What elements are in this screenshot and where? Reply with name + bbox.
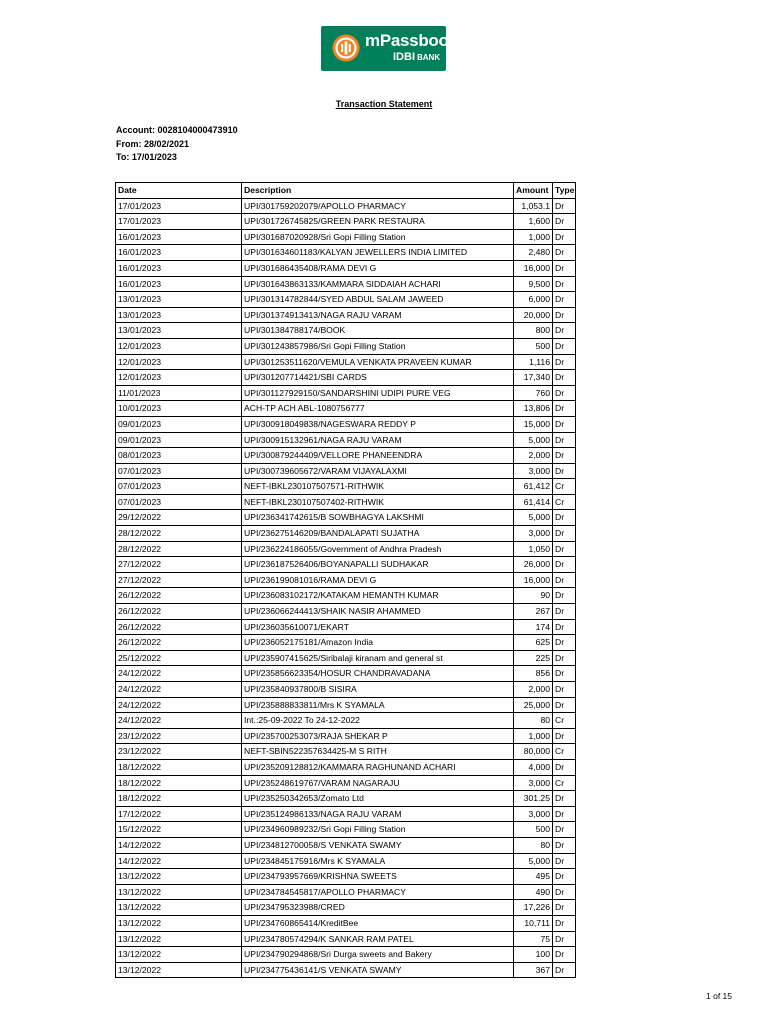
cell-date: 23/12/2022: [116, 728, 242, 744]
cell-type: Dr: [553, 728, 576, 744]
table-row: [116, 791, 576, 807]
table-row: [116, 245, 576, 261]
cell-amount: 1,600: [514, 214, 553, 230]
cell-amount: 225: [514, 650, 553, 666]
header-date: Date: [116, 183, 242, 199]
table-row: [116, 759, 576, 775]
cell-description: UPI/234784545817/APOLLO PHARMACY: [242, 884, 514, 900]
cell-date: 12/01/2023: [116, 338, 242, 354]
cell-description: UPI/236199081016/RAMA DEVI G: [242, 572, 514, 588]
cell-description: UPI/301686435408/RAMA DEVI G: [242, 260, 514, 276]
cell-date: 24/12/2022: [116, 682, 242, 698]
table-row: [116, 260, 576, 276]
cell-date: 24/12/2022: [116, 697, 242, 713]
cell-date: 18/12/2022: [116, 759, 242, 775]
cell-description: UPI/234760865414/KreditBee: [242, 915, 514, 931]
cell-description: UPI/235700253073/RAJA SHEKAR P: [242, 728, 514, 744]
table-row: [116, 775, 576, 791]
cell-type: Dr: [553, 276, 576, 292]
cell-amount: 10,711: [514, 915, 553, 931]
cell-description: UPI/236341742615/B SOWBHAGYA LAKSHMI: [242, 510, 514, 526]
table-row: [116, 697, 576, 713]
cell-amount: 3,000: [514, 806, 553, 822]
cell-amount: 301.25: [514, 791, 553, 807]
cell-description: UPI/236275146209/BANDALAPATI SUJATHA: [242, 526, 514, 542]
cell-type: Dr: [553, 214, 576, 230]
table-row: [116, 915, 576, 931]
cell-description: NEFT-SBIN522357634425-M S RITH: [242, 744, 514, 760]
to-date: To: 17/01/2023: [116, 152, 177, 162]
cell-date: 10/01/2023: [116, 401, 242, 417]
cell-description: UPI/301207714421/SBI CARDS: [242, 370, 514, 386]
cell-amount: 267: [514, 604, 553, 620]
cell-amount: 800: [514, 323, 553, 339]
cell-date: 24/12/2022: [116, 666, 242, 682]
cell-date: 13/01/2023: [116, 323, 242, 339]
cell-description: UPI/234812700058/S VENKATA SWAMY: [242, 837, 514, 853]
cell-date: 26/12/2022: [116, 588, 242, 604]
cell-amount: 17,340: [514, 370, 553, 386]
cell-amount: 5,000: [514, 510, 553, 526]
cell-type: Dr: [553, 650, 576, 666]
cell-type: Dr: [553, 572, 576, 588]
cell-type: Cr: [553, 494, 576, 510]
cell-type: Dr: [553, 588, 576, 604]
cell-amount: 1,116: [514, 354, 553, 370]
cell-date: 23/12/2022: [116, 744, 242, 760]
cell-type: Dr: [553, 666, 576, 682]
cell-amount: 3,000: [514, 463, 553, 479]
cell-description: UPI/301643863133/KAMMARA SIDDAIAH ACHARI: [242, 276, 514, 292]
cell-type: Dr: [553, 682, 576, 698]
cell-date: 13/12/2022: [116, 947, 242, 963]
cell-type: Dr: [553, 354, 576, 370]
cell-type: Dr: [553, 557, 576, 573]
cell-date: 18/12/2022: [116, 791, 242, 807]
cell-amount: 760: [514, 385, 553, 401]
table-row: [116, 198, 576, 214]
cell-date: 09/01/2023: [116, 432, 242, 448]
table-row: [116, 479, 576, 495]
cell-amount: 625: [514, 635, 553, 651]
cell-type: Cr: [553, 775, 576, 791]
mpassbook-logo: [321, 26, 458, 71]
cell-type: Dr: [553, 853, 576, 869]
cell-description: UPI/236035610071/EKART: [242, 619, 514, 635]
cell-date: 07/01/2023: [116, 479, 242, 495]
table-row: [116, 385, 576, 401]
page-number: 1 of 15: [706, 991, 732, 1001]
table-row: [116, 884, 576, 900]
cell-amount: 2,000: [514, 682, 553, 698]
cell-description: UPI/301127929150/SANDARSHINI UDIPI PURE VEG: [242, 385, 514, 401]
table-row: [116, 276, 576, 292]
table-row: [116, 416, 576, 432]
cell-amount: 15,000: [514, 416, 553, 432]
cell-date: 13/12/2022: [116, 900, 242, 916]
table-header-row: [116, 183, 576, 199]
header-type: Type: [553, 183, 576, 199]
cell-date: 16/01/2023: [116, 276, 242, 292]
cell-description: UPI/235124986133/NAGA RAJU VARAM: [242, 806, 514, 822]
cell-date: 27/12/2022: [116, 557, 242, 573]
cell-description: UPI/234780574294/K SANKAR RAM PATEL: [242, 931, 514, 947]
cell-type: Dr: [553, 604, 576, 620]
cell-type: Cr: [553, 479, 576, 495]
table-row: [116, 604, 576, 620]
cell-amount: 4,000: [514, 759, 553, 775]
cell-description: ACH-TP ACH ABL-1080756777: [242, 401, 514, 417]
cell-description: UPI/235907415625/Siribalaji kiranam and general st: [242, 650, 514, 666]
statement-title: Transaction Statement: [335, 99, 433, 109]
cell-amount: 61,412: [514, 479, 553, 495]
cell-description: UPI/234845175916/Mrs K SYAMALA: [242, 853, 514, 869]
cell-description: UPI/234793957669/KRISHNA SWEETS: [242, 869, 514, 885]
cell-date: 29/12/2022: [116, 510, 242, 526]
table-row: [116, 557, 576, 573]
cell-date: 16/01/2023: [116, 229, 242, 245]
cell-date: 27/12/2022: [116, 572, 242, 588]
cell-type: Dr: [553, 260, 576, 276]
cell-type: Dr: [553, 510, 576, 526]
cell-type: Cr: [553, 744, 576, 760]
cell-amount: 80,000: [514, 744, 553, 760]
cell-type: Dr: [553, 900, 576, 916]
cell-date: 12/01/2023: [116, 354, 242, 370]
table-row: [116, 432, 576, 448]
cell-type: Dr: [553, 759, 576, 775]
cell-amount: 6,000: [514, 292, 553, 308]
cell-type: Dr: [553, 416, 576, 432]
cell-description: UPI/234960989232/Sri Gopi Filling Station: [242, 822, 514, 838]
cell-type: Dr: [553, 697, 576, 713]
cell-description: UPI/301253511620/VEMULA VENKATA PRAVEEN KUMAR: [242, 354, 514, 370]
logo-title: mPassbook: [365, 31, 458, 50]
cell-description: UPI/236187526406/BOYANAPALLI SUDHAKAR: [242, 557, 514, 573]
table-row: [116, 354, 576, 370]
idbi-logo-icon: [331, 33, 361, 63]
cell-type: Dr: [553, 370, 576, 386]
account-number: Account: 0028104000473910: [116, 125, 238, 135]
cell-date: 12/01/2023: [116, 370, 242, 386]
cell-description: UPI/301243857986/Sri Gopi Filling Station: [242, 338, 514, 354]
table-row: [116, 292, 576, 308]
cell-description: UPI/234775436141/S VENKATA SWAMY: [242, 962, 514, 978]
table-row: [116, 463, 576, 479]
cell-date: 13/12/2022: [116, 884, 242, 900]
cell-amount: 490: [514, 884, 553, 900]
table-row: [116, 666, 576, 682]
cell-description: UPI/234790294868/Sri Durga sweets and Bakery: [242, 947, 514, 963]
table-row: [116, 713, 576, 729]
cell-type: Dr: [553, 338, 576, 354]
cell-date: 16/01/2023: [116, 245, 242, 261]
cell-description: UPI/236083102172/KATAKAM HEMANTH KUMAR: [242, 588, 514, 604]
cell-type: Dr: [553, 526, 576, 542]
from-date: From: 28/02/2021: [116, 138, 190, 149]
table-row: [116, 744, 576, 760]
cell-date: 25/12/2022: [116, 650, 242, 666]
cell-date: 13/12/2022: [116, 931, 242, 947]
cell-date: 07/01/2023: [116, 494, 242, 510]
table-row: [116, 728, 576, 744]
cell-description: UPI/235209128812/KAMMARA RAGHUNAND ACHARI: [242, 759, 514, 775]
table-row: [116, 619, 576, 635]
cell-date: 14/12/2022: [116, 853, 242, 869]
cell-date: 14/12/2022: [116, 837, 242, 853]
cell-description: UPI/235888833811/Mrs K SYAMALA: [242, 697, 514, 713]
cell-description: UPI/301384788174/BOOK: [242, 323, 514, 339]
cell-description: UPI/300739605672/VARAM VIJAYALAXMI: [242, 463, 514, 479]
cell-type: Dr: [553, 401, 576, 417]
cell-description: UPI/300915132961/NAGA RAJU VARAM: [242, 432, 514, 448]
account-info: [116, 124, 238, 165]
cell-date: 26/12/2022: [116, 635, 242, 651]
cell-type: Dr: [553, 947, 576, 963]
cell-amount: 500: [514, 338, 553, 354]
cell-date: 13/12/2022: [116, 869, 242, 885]
cell-amount: 16,000: [514, 572, 553, 588]
cell-type: Dr: [553, 448, 576, 464]
cell-date: 28/12/2022: [116, 526, 242, 542]
cell-type: Dr: [553, 432, 576, 448]
cell-amount: 17,226: [514, 900, 553, 916]
cell-date: 13/12/2022: [116, 915, 242, 931]
cell-amount: 2,000: [514, 448, 553, 464]
cell-amount: 3,000: [514, 775, 553, 791]
cell-type: Dr: [553, 541, 576, 557]
cell-type: Dr: [553, 791, 576, 807]
table-row: [116, 338, 576, 354]
cell-description: UPI/300879244409/VELLORE PHANEENDRA: [242, 448, 514, 464]
table-row: [116, 931, 576, 947]
table-row: [116, 869, 576, 885]
cell-amount: 16,000: [514, 260, 553, 276]
cell-description: UPI/300918049838/NAGESWARA REDDY P: [242, 416, 514, 432]
cell-amount: 1,050: [514, 541, 553, 557]
cell-type: Dr: [553, 931, 576, 947]
table-row: [116, 588, 576, 604]
cell-amount: 1,000: [514, 728, 553, 744]
cell-amount: 5,000: [514, 853, 553, 869]
cell-description: UPI/301374913413/NAGA RAJU VARAM: [242, 307, 514, 323]
cell-amount: 26,000: [514, 557, 553, 573]
table-row: [116, 370, 576, 386]
cell-description: UPI/235248619767/VARAM NAGARAJU: [242, 775, 514, 791]
cell-date: 16/01/2023: [116, 260, 242, 276]
cell-amount: 9,500: [514, 276, 553, 292]
cell-amount: 80: [514, 713, 553, 729]
cell-date: 28/12/2022: [116, 541, 242, 557]
table-row: [116, 650, 576, 666]
cell-date: 17/12/2022: [116, 806, 242, 822]
transaction-rows: [116, 198, 576, 978]
table-row: [116, 323, 576, 339]
cell-amount: 495: [514, 869, 553, 885]
cell-description: UPI/301687020928/Sri Gopi Filling Station: [242, 229, 514, 245]
cell-amount: 3,000: [514, 526, 553, 542]
cell-type: Dr: [553, 915, 576, 931]
cell-date: 26/12/2022: [116, 604, 242, 620]
table-row: [116, 962, 576, 978]
cell-type: Dr: [553, 884, 576, 900]
cell-amount: 20,000: [514, 307, 553, 323]
cell-date: 24/12/2022: [116, 713, 242, 729]
cell-type: Dr: [553, 463, 576, 479]
table-row: [116, 214, 576, 230]
cell-date: 07/01/2023: [116, 463, 242, 479]
table-row: [116, 806, 576, 822]
cell-type: Dr: [553, 822, 576, 838]
cell-amount: 13,806: [514, 401, 553, 417]
table-row: [116, 822, 576, 838]
cell-date: 17/01/2023: [116, 214, 242, 230]
cell-amount: 500: [514, 822, 553, 838]
table-row: [116, 401, 576, 417]
cell-description: UPI/236066244413/SHAIK NASIR AHAMMED: [242, 604, 514, 620]
cell-amount: 25,000: [514, 697, 553, 713]
cell-description: UPI/236224186055/Government of Andhra Pradesh: [242, 541, 514, 557]
table-row: [116, 837, 576, 853]
cell-amount: 367: [514, 962, 553, 978]
table-row: [116, 541, 576, 557]
cell-type: Dr: [553, 198, 576, 214]
cell-description: UPI/234795323988/CRED: [242, 900, 514, 916]
cell-date: 09/01/2023: [116, 416, 242, 432]
table-row: [116, 510, 576, 526]
cell-date: 18/12/2022: [116, 775, 242, 791]
cell-amount: 90: [514, 588, 553, 604]
cell-date: 15/12/2022: [116, 822, 242, 838]
logo-bank-name: IDBI BANK: [393, 51, 441, 63]
table-row: [116, 448, 576, 464]
header-amount: Amount: [514, 183, 553, 199]
cell-amount: 100: [514, 947, 553, 963]
cell-description: NEFT-IBKL230107507402-RITHWIK: [242, 494, 514, 510]
cell-type: Dr: [553, 229, 576, 245]
cell-amount: 2,480: [514, 245, 553, 261]
cell-amount: 856: [514, 666, 553, 682]
cell-amount: 1,053.1: [514, 198, 553, 214]
cell-description: UPI/301634601183/KALYAN JEWELLERS INDIA LIMITED: [242, 245, 514, 261]
cell-type: Dr: [553, 245, 576, 261]
cell-description: NEFT-IBKL230107507571-RITHWIK: [242, 479, 514, 495]
cell-type: Dr: [553, 619, 576, 635]
cell-date: 13/12/2022: [116, 962, 242, 978]
transaction-table: [115, 182, 576, 978]
cell-date: 26/12/2022: [116, 619, 242, 635]
table-row: [116, 526, 576, 542]
table-row: [116, 307, 576, 323]
cell-date: 08/01/2023: [116, 448, 242, 464]
cell-date: 13/01/2023: [116, 292, 242, 308]
table-row: [116, 682, 576, 698]
cell-amount: 5,000: [514, 432, 553, 448]
cell-description: UPI/236052175181/Amazon India: [242, 635, 514, 651]
cell-description: UPI/301759202079/APOLLO PHARMACY: [242, 198, 514, 214]
cell-description: Int.:25-09-2022 To 24-12-2022: [242, 713, 514, 729]
cell-type: Dr: [553, 806, 576, 822]
cell-type: Dr: [553, 962, 576, 978]
table-row: [116, 900, 576, 916]
table-row: [116, 572, 576, 588]
cell-amount: 174: [514, 619, 553, 635]
cell-type: Dr: [553, 323, 576, 339]
cell-type: Cr: [553, 713, 576, 729]
cell-type: Dr: [553, 869, 576, 885]
cell-amount: 80: [514, 837, 553, 853]
cell-amount: 1,000: [514, 229, 553, 245]
cell-description: UPI/301314782844/SYED ABDUL SALAM JAWEED: [242, 292, 514, 308]
cell-type: Dr: [553, 635, 576, 651]
cell-description: UPI/235856623354/HOSUR CHANDRAVADANA: [242, 666, 514, 682]
cell-date: 17/01/2023: [116, 198, 242, 214]
table-row: [116, 635, 576, 651]
cell-date: 13/01/2023: [116, 307, 242, 323]
cell-type: Dr: [553, 385, 576, 401]
cell-date: 11/01/2023: [116, 385, 242, 401]
table-row: [116, 853, 576, 869]
cell-description: UPI/235250342653/Zomato Ltd: [242, 791, 514, 807]
cell-type: Dr: [553, 307, 576, 323]
cell-amount: 75: [514, 931, 553, 947]
cell-type: Dr: [553, 292, 576, 308]
cell-description: UPI/235840937800/B SISIRA: [242, 682, 514, 698]
table-row: [116, 947, 576, 963]
header-description: Description: [242, 183, 514, 199]
cell-type: Dr: [553, 837, 576, 853]
table-row: [116, 229, 576, 245]
cell-description: UPI/301726745825/GREEN PARK RESTAURA: [242, 214, 514, 230]
table-row: [116, 494, 576, 510]
cell-amount: 61,414: [514, 494, 553, 510]
